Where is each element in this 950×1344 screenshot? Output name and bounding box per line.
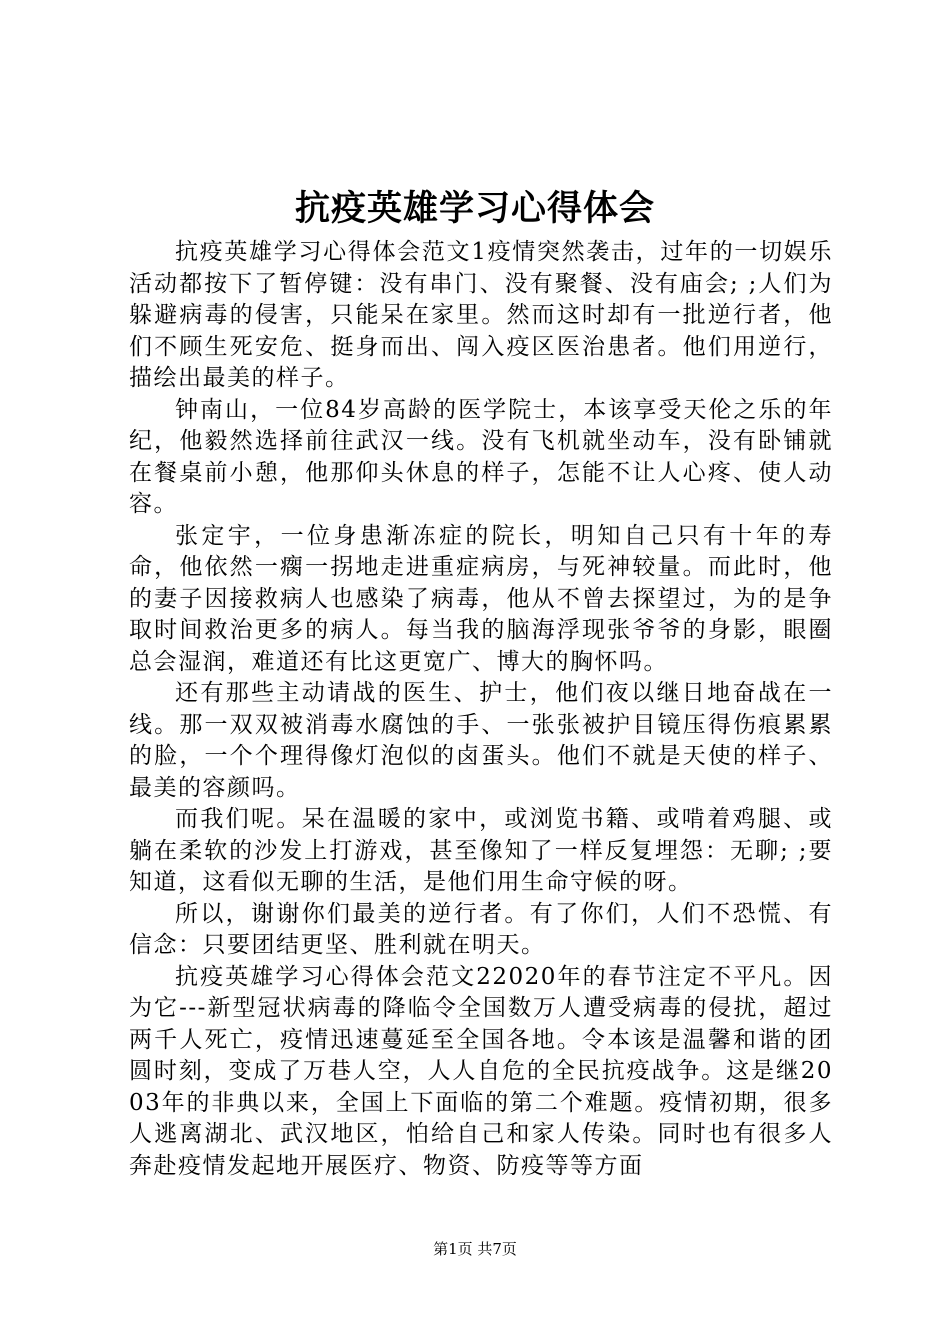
page-footer: 第1页 共7页 xyxy=(433,1240,517,1258)
document-title: 抗疫英雄学习心得体会 xyxy=(294,188,655,229)
paragraph: 钟南山，一位84岁高龄的医学院士，本该享受天伦之乐的年纪，他毅然选择前往武汉一线。没有飞机就坐动车，没有卧铺就在餐桌前小憩，他那仰头休息的样子，怎能不让人心疼、使人动容。 xyxy=(129,396,833,517)
paragraph: 张定宇，一位身患渐冻症的院长，明知自己只有十年的寿命，他依然一瘸一拐地走进重症病房，与死神较量。而此时，他的妻子因接救病人也感染了病毒，他从不曾去探望过，为的是争取时间救治更多的病人。每当我的脑海浮现张爷爷的身影，眼圈总会湿润，难道还有比这更宽广、博大的胸怀吗。 xyxy=(129,522,833,675)
paragraph: 抗疫英雄学习心得体会范文1疫情突然袭击，过年的一切娱乐活动都按下了暂停键：没有串门、没有聚餐、没有庙会; ;人们为躲避病毒的侵害，只能呆在家里。然而这时却有一批逆行者，他们不顾生死安危、挺身而出、闯入疫区医治患者。他们用逆行，描绘出最美的样子。 xyxy=(129,239,833,391)
document-body xyxy=(129,237,833,1182)
paragraph: 抗疫英雄学习心得体会范文22020年的春节注定不平凡。因为它---新型冠状病毒的降临令全国数万人遭受病毒的侵扰，超过两千人死亡，疫情迅速蔓延至全国各地。令本该是温馨和谐的团圆时刻，变成了万巷人空，人人自危的全民抗疫战争。这是继2003年的非典以来，全国上下面临的第二个难题。疫情初期，很多人逃离湖北、武汉地区，怕给自己和家人传染。同时也有很多人奔赴疫情发起地开展医疗、物资、防疫等等方面 xyxy=(129,963,833,1179)
paragraph: 而我们呢。呆在温暖的家中，或浏览书籍、或啃着鸡腿、或躺在柔软的沙发上打游戏，甚至像知了一样反复埋怨：无聊; ;要知道，这看似无聊的生活，是他们用生命守候的呀。 xyxy=(129,806,833,895)
paragraph: 所以，谢谢你们最美的逆行者。有了你们，人们不恐慌、有信念：只要团结更坚、胜利就在明天。 xyxy=(129,900,833,958)
paragraph: 还有那些主动请战的医生、护士，他们夜以继日地奋战在一线。那一双双被消毒水腐蚀的手、一张张被护目镜压得伤痕累累的脸，一个个理得像灯泡似的卤蛋头。他们不就是天使的样子、最美的容颜吗。 xyxy=(129,680,833,801)
